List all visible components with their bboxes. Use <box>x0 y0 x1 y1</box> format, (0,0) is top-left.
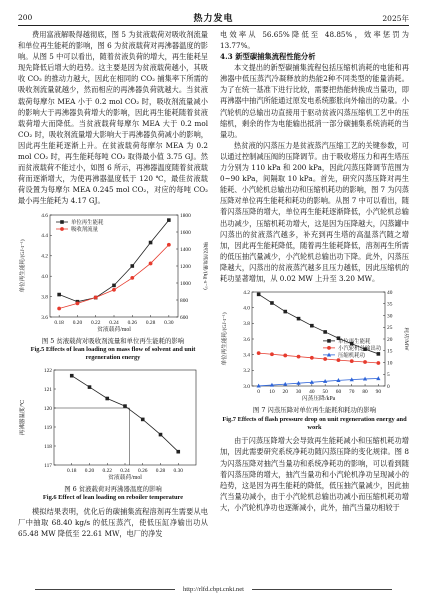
fig7-series-0-point <box>377 352 381 356</box>
section-heading: 4.3 新型碳捕集流程性能分析 <box>220 52 316 62</box>
fig7-legend-swatch-marker <box>327 339 331 343</box>
fig7-series-2-point <box>376 376 380 380</box>
fig7-caption-cn: 图 7 闪蒸压降对单位再生能耗和耗功的影响 <box>252 406 377 415</box>
fig6-y-tick-label: 119 <box>44 424 52 431</box>
fig5-series-1-point <box>94 295 98 299</box>
fig7-y-tick-label: 3.8 <box>243 321 250 328</box>
right-paragraph-4: 由于闪蒸压降增大会导致再生能耗减小和压缩机耗功增加，因此需要研究系统净耗功随闪蒸压降的变化规律。图 8 为闪蒸压降对抽汽当量功和系统净耗功的影响，可以看到随着闪蒸压降的增大，抽汽当量功和小汽轮机净功呈现减小的趋势，这是因为再生能耗的降低，低压抽汽量减少，因此抽汽当量功减小，由于小汽轮机总输出功减小而压缩机耗功增大，小汽轮机净功也逐渐减小，此外，抽汽当量功相较于 <box>220 436 409 512</box>
fig6-series-0-point <box>176 450 180 454</box>
fig7-x-tick-label: 40 <box>309 389 315 396</box>
fig5-series-1-point <box>57 306 61 310</box>
fig5-series-0-point <box>167 218 171 222</box>
fig5-y-axis-label: 单位再生能耗/(GJ·t⁻¹) <box>20 238 26 293</box>
fig7-legend-swatch-marker <box>327 346 331 350</box>
fig5-y-tick-label: 4.2 <box>41 253 48 260</box>
fig5-x-tick-label: 0.22 <box>90 319 101 326</box>
journal-title: 热力发电 <box>193 14 234 24</box>
fig7-y2-tick-label: 25 <box>387 325 393 332</box>
fig5-plot-frame <box>50 215 178 317</box>
fig6-x-tick-label: 0.30 <box>173 467 183 474</box>
fig5-y2-tick-label: 1800 <box>180 212 191 219</box>
fig5-chart <box>18 209 208 333</box>
fig7-y2-tick-label: 30 <box>387 313 393 320</box>
fig7-y2-axis-label: 耗功/MW <box>403 327 409 351</box>
left-column <box>18 29 208 539</box>
fig5-x-tick-label: 0.28 <box>145 319 156 326</box>
fig5-y-tick-label: 4.6 <box>41 212 48 219</box>
fig6-y-tick-label: 117 <box>44 462 52 469</box>
fig5-series-1-point <box>76 301 80 305</box>
fig5-y2-tick-label: 600 <box>180 314 189 321</box>
fig7-x-tick-label: 80 <box>362 389 368 396</box>
fig7-x-axis-label: 闪蒸压降/kPa <box>301 396 336 403</box>
fig5-y2-tick-label: 800 <box>180 297 189 304</box>
fig7-series-0-point <box>310 324 314 328</box>
fig7-series-0-point <box>283 310 287 314</box>
fig7-x-tick-label: 10 <box>269 389 275 396</box>
fig5-series-1-point <box>167 242 171 246</box>
fig7-y-axis-label: 单位再生能耗/(GJ·t⁻¹) <box>222 312 228 366</box>
left-paragraph-2: 模拟结果表明，优化后的碳捕集流程溶剂再生需要从电厂中抽取 68.40 kg/s 的低压蒸汽，使低压缸净输出功从 65.48 MW 降低至 22.61 MW，电厂的净发 <box>18 506 208 538</box>
fig7-y-tick-label: 3.6 <box>243 336 250 343</box>
page-header <box>18 13 409 25</box>
fig5-y2-tick-label: 1000 <box>180 280 191 287</box>
fig7-y-tick-label: 3.4 <box>243 352 250 359</box>
fig5-y-tick-label: 4.0 <box>41 273 48 280</box>
fig6-caption-cn: 图 6 贫液载荷对再沸器温度的影响 <box>64 484 162 493</box>
figure-6 <box>18 365 208 503</box>
fig7-y-tick-label: 3.2 <box>243 368 250 375</box>
fig7-series-1-point <box>350 359 354 363</box>
fig7-series-1-point <box>323 357 327 361</box>
fig5-y-tick-label: 3.8 <box>41 293 48 300</box>
fig7-chart <box>220 286 409 402</box>
fig7-x-tick-label: 70 <box>349 389 355 396</box>
fig7-series-0-point <box>323 330 327 334</box>
fig7-legend-label: 压缩机耗功 <box>338 352 365 359</box>
fig6-y-tick-label: 118 <box>44 443 52 450</box>
fig5-series-0-point <box>149 240 153 244</box>
fig6-series-0-point <box>141 417 145 421</box>
fig6-caption-en: Fig.6 Effect of lean loading on reboiler temperature <box>42 494 184 502</box>
fig5-legend-label: 吸收剂流量 <box>71 226 98 233</box>
right-column <box>220 29 409 513</box>
fig6-y-tick-label: 121 <box>43 386 52 393</box>
fig5-legend-swatch-marker <box>60 227 64 231</box>
fig6-x-tick-label: 0.18 <box>67 467 77 474</box>
fig5-series-1-point <box>112 287 116 291</box>
fig5-x-tick-label: 0.24 <box>109 319 119 326</box>
fig5-y-tick-label: 3.6 <box>41 314 48 321</box>
fig5-x-tick-label: 0.20 <box>72 319 83 326</box>
fig7-y2-tick-label: 20 <box>387 336 393 343</box>
fig5-series-0-point <box>112 283 116 287</box>
fig6-chart <box>18 365 208 481</box>
fig6-x-tick-label: 0.26 <box>138 467 148 474</box>
fig7-series-0-point <box>257 293 261 297</box>
fig6-y-axis-label: 再沸器温度/℃ <box>20 399 26 436</box>
fig5-x-tick-label: 0.26 <box>127 319 138 326</box>
fig7-y2-tick-label: 15 <box>387 348 393 355</box>
fig5-series-1-point <box>149 261 153 265</box>
page-footer <box>0 586 427 593</box>
fig7-series-0-point <box>297 317 301 321</box>
fig7-legend-label: 小汽轮机总输出功 <box>338 345 382 352</box>
header-rule <box>18 25 409 26</box>
fig6-series-0-point <box>70 374 74 378</box>
fig7-y2-tick-label: 35 <box>387 301 393 308</box>
left-paragraph-1: 费用富液解吸得越彻底，图 5 为贫液载荷对吸收剂流量和单位再生能耗的影响，图 6 为贫液载荷对再沸器温度的影响。从图 5 中可以看出，随着贫液负荷的增大，再生能耗呈现先降低后增大的趋势。这主要是因为贫液载荷越小，其吸收 CO₂ 的推动力越大，因此在相同的 CO₂ 捕集率下所需的吸收剂流量就越少，然而相应的再沸器负荷就越大。当贫液载荷每摩尔 MEA 小于 0.2 mol CO₂ 时，吸收剂流量减小的影响大于再沸器负荷增大的影响，因此再生能耗随着贫液载荷增大而降低。当贫液载荷每摩尔 MEA 大于 0.2 mol CO₂ 时，吸收剂流量增大影响大于再沸器负荷减小的影响，因此再生能耗逐渐上升。在贫液载荷每摩尔 MEA 为 0.2 mol CO₂ 时，再生能耗每吨 CO₂ 取得最小值 3.75 GJ。然而贫液载荷不能过小，如图 6 所示，再沸器温度随着贫液载荷而逐渐增大，为使再沸器温度低于 120 ℃，最佳贫液载荷设置为每摩尔 MEA 0.245 mol CO₂，对应的每吨 CO₂ 最小再生能耗为 4.17 GJ。 <box>18 30 208 206</box>
fig7-series-1-point <box>283 354 287 358</box>
fig7-series-1-point <box>310 356 314 360</box>
fig5-y2-tick-label: 1200 <box>180 263 191 270</box>
fig5-legend-swatch-marker <box>60 220 64 224</box>
fig7-series-1-point <box>376 361 380 365</box>
fig7-series-2-line <box>259 379 379 386</box>
fig6-x-tick-label: 0.20 <box>84 467 95 474</box>
fig7-series-1-point <box>363 360 367 364</box>
fig6-series-0-point <box>88 385 92 389</box>
fig7-series-1-point <box>257 351 261 355</box>
fig7-y2-tick-label: 10 <box>387 360 393 367</box>
fig6-x-tick-label: 0.28 <box>155 467 166 474</box>
fig5-y-tick-label: 4.4 <box>41 232 48 239</box>
figure-7 <box>220 286 409 432</box>
right-paragraph-1: 电效率从 56.65%降低至 48.85%，效率惩罚为 13.77%。 <box>220 30 409 51</box>
fig7-series-1-point <box>270 352 274 356</box>
header-year: 2025年 <box>382 14 409 23</box>
fig6-plot-frame <box>54 370 196 465</box>
fig6-x-tick-label: 0.24 <box>120 467 130 474</box>
fig7-series-1-point <box>297 355 301 359</box>
fig7-x-tick-label: 60 <box>335 389 342 396</box>
fig5-caption-en: Fig.5 Effects of lean loading on mass flow of solvent and unit regeneration energy <box>30 346 196 362</box>
fig5-y2-tick-label: 1400 <box>180 246 191 253</box>
footer-url: http://rlfd.cbpt.cnki.net <box>183 586 244 593</box>
page-number: 200 <box>18 13 33 22</box>
fig7-x-tick-label: 0 <box>257 389 261 396</box>
fig6-series-0-point <box>105 397 109 401</box>
fig7-y2-tick-label: 5 <box>387 372 390 379</box>
fig6-x-axis-label: 贫液载荷/mol <box>108 474 142 481</box>
right-paragraph-2: 本文提出的新型碳捕集流程包括压缩机消耗的电能和再沸器中低压蒸汽冷凝释放的热能2种不同类型的能量消耗。为了在统一基准下进行比较，需要把热能转换成当量功，即再沸器中抽汽所能通过原发电系统膨胀向外输出的功量。小汽轮机的总输出功直接用于驱动贫液闪蒸压缩机工艺中的压缩机，剩余的作为电能输出抵消一部分碳捕集系统消耗的当量功。 <box>220 63 409 139</box>
footer-rule-left <box>35 589 175 590</box>
fig5-y2-axis-label: 吸收剂流量/(kg·s⁻¹) <box>202 241 208 290</box>
fig5-legend-label: 单位再生能耗 <box>71 219 104 226</box>
fig7-caption-en: Fig.7 Effects of flash pressure drop on unit regeneration energy and work <box>222 415 407 431</box>
fig7-x-tick-label: 50 <box>322 389 328 396</box>
fig7-legend-label: 单位再生能耗 <box>338 338 371 345</box>
fig7-x-tick-label: 90 <box>375 389 382 396</box>
fig5-y2-tick-label: 1600 <box>180 229 191 236</box>
fig5-series-0-point <box>57 292 61 296</box>
fig6-series-0-point <box>159 433 163 437</box>
fig7-y-tick-label: 3.0 <box>243 383 250 390</box>
figure-5 <box>18 209 208 363</box>
fig5-caption-cn: 图 5 贫液载荷对吸收剂流量和单位再生能耗的影响 <box>41 336 185 345</box>
fig6-series-0-point <box>123 404 127 408</box>
fig7-x-tick-label: 30 <box>295 389 302 396</box>
fig6-x-tick-label: 0.22 <box>102 467 112 474</box>
fig7-series-0-point <box>270 301 274 305</box>
right-paragraph-3: 热贫液的闪蒸压力是贫液蒸汽压缩工艺的关键参数，可以通过控制减压阀的压降调节。由于吸收塔压力和再生塔压力分别为 110 kPa 和 200 kPa，因此闪蒸压降调节范围为 0~90 kPa，间隔取 10 kPa。首先，研究闪蒸压降对再生能耗、小汽轮机总输出功和压缩机耗功的影响，图 7 为闪蒸压降对单位再生能耗和耗功的影响。从图 7 中可以看出，随着闪蒸压降的增大，单位再生能耗逐渐降低，小汽轮机总输出功减少，压缩机耗功增大，这是因为压降越大，闪蒸罐中闪蒸出的贫液蒸汽越多，补充到再生塔的高温蒸汽随之增加，因此再生能耗降低，随着再生能耗降低，溶剂再生所需的低压抽汽量减少，小汽轮机总输出功下降。此外，闪蒸压降越大，闪蒸出的贫液蒸汽越多且压力越低，因此压缩机的耗功显著增加，从 0.02 MW 上升至 3.20 MW。 <box>220 140 409 283</box>
fig7-y2-tick-label: 40 <box>387 289 393 296</box>
fig5-x-tick-label: 0.18 <box>54 319 64 326</box>
fig5-series-1-line <box>59 244 169 308</box>
fig5-x-axis-label: 贫液载荷/mol <box>97 326 131 333</box>
fig5-series-0-point <box>130 264 134 268</box>
footer-rule-right <box>252 589 392 590</box>
fig7-y-tick-label: 4.0 <box>243 305 250 312</box>
fig5-x-tick-label: 0.30 <box>164 319 174 326</box>
fig7-y2-tick-label: 0 <box>387 383 390 390</box>
fig7-x-tick-label: 20 <box>282 389 288 396</box>
fig6-y-tick-label: 122 <box>43 367 52 374</box>
fig6-y-tick-label: 120 <box>43 405 52 412</box>
fig5-series-1-point <box>130 276 134 280</box>
fig7-y-tick-label: 4.2 <box>243 289 250 296</box>
